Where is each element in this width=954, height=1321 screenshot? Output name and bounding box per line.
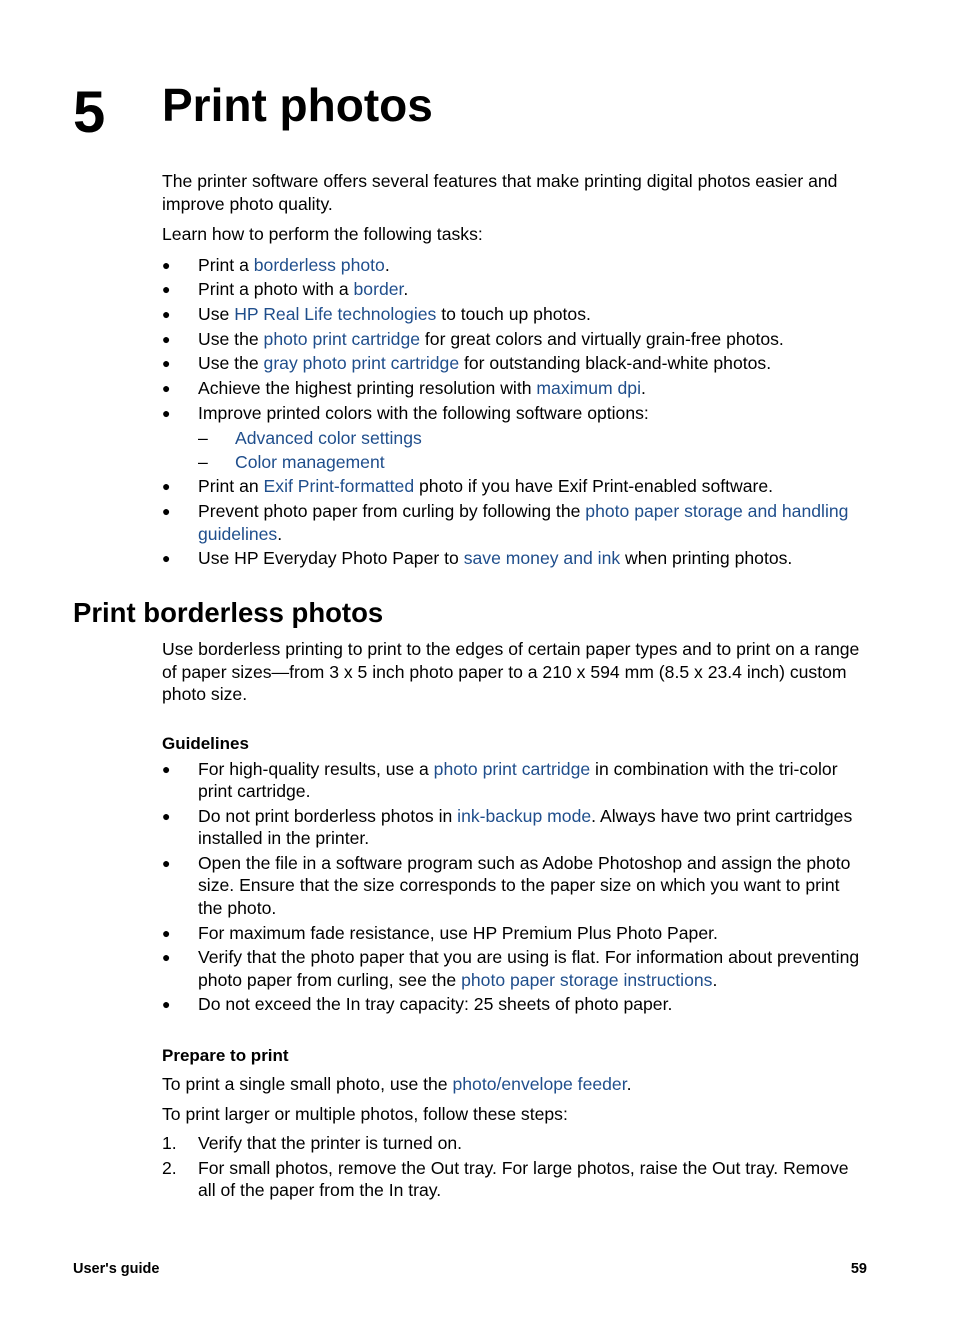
list-item: ● Open the file in a software program such as Adobe Photoshop and assign the photo size. Ensure that the size corresponds to the paper size on which you want to print the photo. xyxy=(162,852,867,920)
link-paper-storage-instructions[interactable]: photo paper storage instructions xyxy=(461,969,713,990)
link-color-management[interactable]: Color management xyxy=(235,451,385,472)
guidelines-list xyxy=(162,758,867,1016)
step-item: 2. For small photos, remove the Out tray. For large photos, raise the Out tray. Remove all of the paper from the In tray. xyxy=(162,1157,849,1201)
link-paper-storage-guidelines[interactable]: photo paper storage and handling guidelines xyxy=(198,501,849,544)
list-item: ● Do not print borderless photos in ink-backup mode. Always have two print cartridges installed in the printer. xyxy=(162,805,867,850)
chapter-title: Print photos xyxy=(162,79,433,131)
sub-list xyxy=(198,427,867,473)
list-item: ● Prevent photo paper from curling by following the photo paper storage and handling guidelines. xyxy=(162,500,867,545)
section-heading: Print borderless photos xyxy=(73,597,384,628)
link-gray-photo-cartridge[interactable]: gray photo print cartridge xyxy=(263,353,460,374)
list-item: ● Use the photo print cartridge for great colors and virtually grain-free photos. xyxy=(162,328,867,351)
step-item: 1. Verify that the printer is turned on. xyxy=(162,1132,463,1153)
list-item: ● Use the gray photo print cartridge for outstanding black-and-white photos. xyxy=(162,352,867,375)
guidelines-heading: Guidelines xyxy=(162,733,249,753)
steps-list xyxy=(162,1132,867,1202)
list-item: ● Achieve the highest printing resolution with maximum dpi. xyxy=(162,377,867,400)
tasks-lead: Learn how to perform the following tasks: xyxy=(162,224,483,244)
chapter-number: 5 xyxy=(73,80,106,145)
list-item: ● Use HP Real Life technologies to touch up photos. xyxy=(162,303,867,326)
prepare-heading: Prepare to print xyxy=(162,1045,289,1065)
page-number: 59 xyxy=(850,1261,867,1277)
link-photo-envelope-feeder[interactable]: photo/envelope feeder xyxy=(452,1073,627,1094)
list-item: ● Print a borderless photo. xyxy=(162,254,867,277)
footer-label: User's guide xyxy=(73,1261,160,1277)
intro-paragraph: The printer software offers several features that make printing digital photos easier and improve photo quality. xyxy=(162,171,838,214)
link-maximum-dpi[interactable]: maximum dpi xyxy=(536,377,641,398)
steps-lead: To print larger or multiple photos, follow these steps: xyxy=(162,1104,568,1125)
link-hp-real-life[interactable]: HP Real Life technologies xyxy=(234,303,437,324)
link-save-money-ink[interactable]: save money and ink xyxy=(463,548,621,569)
link-photo-print-cartridge[interactable]: photo print cartridge xyxy=(263,328,421,349)
list-item: ● For high-quality results, use a photo print cartridge in combination with the tri-color print cartridge. xyxy=(162,758,867,803)
link-border[interactable]: border xyxy=(353,279,404,300)
prepare-paragraph: To print a single small photo, use the photo/envelope feeder. xyxy=(162,1073,632,1094)
section-paragraph: Use borderless printing to print to the edges of certain paper types and to print on a range of paper sizes—from 3 x 5 inch photo paper to a 210 x 594 mm (8.5 x 23.4 inch) custom photo size. xyxy=(162,639,860,704)
list-item: ● Print an Exif Print-formatted photo if you have Exif Print-enabled software. xyxy=(162,475,867,498)
list-item: ● Improve printed colors with the following software options: – Advanced color settings – Color management xyxy=(162,402,867,474)
list-item: ● Verify that the photo paper that you are using is flat. For information about preventing photo paper from curling, see the photo paper storage instructions. xyxy=(162,946,867,991)
link-borderless-photo[interactable]: borderless photo xyxy=(253,254,385,275)
list-item: ● For maximum fade resistance, use HP Premium Plus Photo Paper. xyxy=(162,922,867,945)
intro-section xyxy=(162,170,867,570)
link-advanced-color-settings[interactable]: Advanced color settings xyxy=(235,428,422,449)
sub-list-item xyxy=(162,451,867,474)
task-list xyxy=(162,254,867,570)
list-item: ● Do not exceed the In tray capacity: 25 sheets of photo paper. xyxy=(162,993,867,1016)
list-item: ● Use HP Everyday Photo Paper to save money and ink when printing photos. xyxy=(162,547,867,570)
link-photo-print-cartridge[interactable]: photo print cartridge xyxy=(433,758,591,779)
list-item: ● Print a photo with a border. xyxy=(162,278,867,301)
sub-list-item xyxy=(162,427,867,450)
link-exif-print[interactable]: Exif Print-formatted xyxy=(263,476,415,497)
borderless-section xyxy=(162,638,867,1202)
link-ink-backup-mode[interactable]: ink-backup mode xyxy=(457,805,592,826)
